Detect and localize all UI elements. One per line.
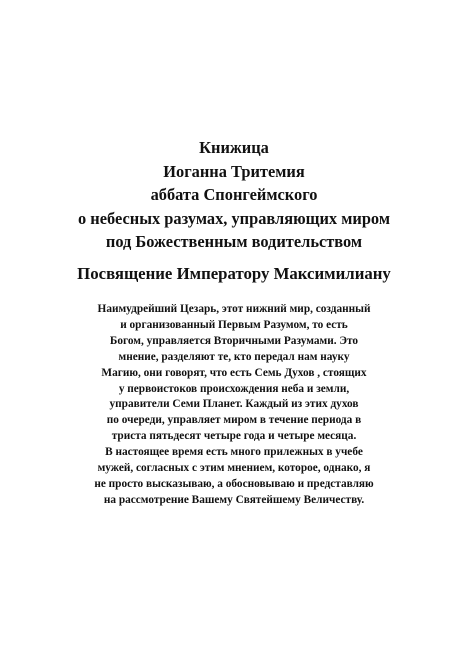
title-line: аббата Спонгеймского	[150, 185, 318, 204]
text-line: у первоистоков происхождения неба и земли,	[118, 382, 350, 395]
text-line: В настоящее время есть много прилежных в учебе	[105, 446, 363, 458]
book-title	[0, 136, 468, 254]
text-line: по очереди, управляет миром в течение периода в	[106, 414, 362, 427]
text-line: и организованный Первым Разумом, то есть	[120, 318, 348, 331]
text-line: мужей, согласных с этим мнением, которое, однако, я	[97, 461, 371, 474]
title-line: под Божественным водительством	[105, 232, 363, 251]
title-line: Иоганна Тритемия	[163, 161, 305, 181]
text-line: Наимудрейший Цезарь, этот нижний мир, созданный	[97, 303, 371, 315]
body-paragraph	[0, 445, 468, 509]
text-line: не просто высказываю, а обосновываю и представляю	[94, 477, 374, 490]
text-line: триста пятьдесят четыре года и четыре месяца.	[111, 430, 357, 443]
text-line: управители Семи Планет. Каждый из этих духов	[109, 398, 359, 411]
text-line: Магию, они говорят, что есть Семь Духов , стоящих	[101, 366, 367, 379]
body-paragraph	[0, 302, 468, 445]
text-line: на рассмотрение Вашему Святейшему Величеству.	[103, 493, 365, 506]
dedication-heading: Посвящение Императору Максимилиану	[77, 264, 391, 283]
title-line: Книжица	[199, 138, 269, 157]
text-line: Богом, управляется Вторичными Разумами. Это	[109, 334, 359, 347]
title-line: о небесных разумах, управляющих миром	[78, 208, 390, 228]
text-line: мнение, разделяют те, кто передал нам науку	[118, 350, 350, 363]
